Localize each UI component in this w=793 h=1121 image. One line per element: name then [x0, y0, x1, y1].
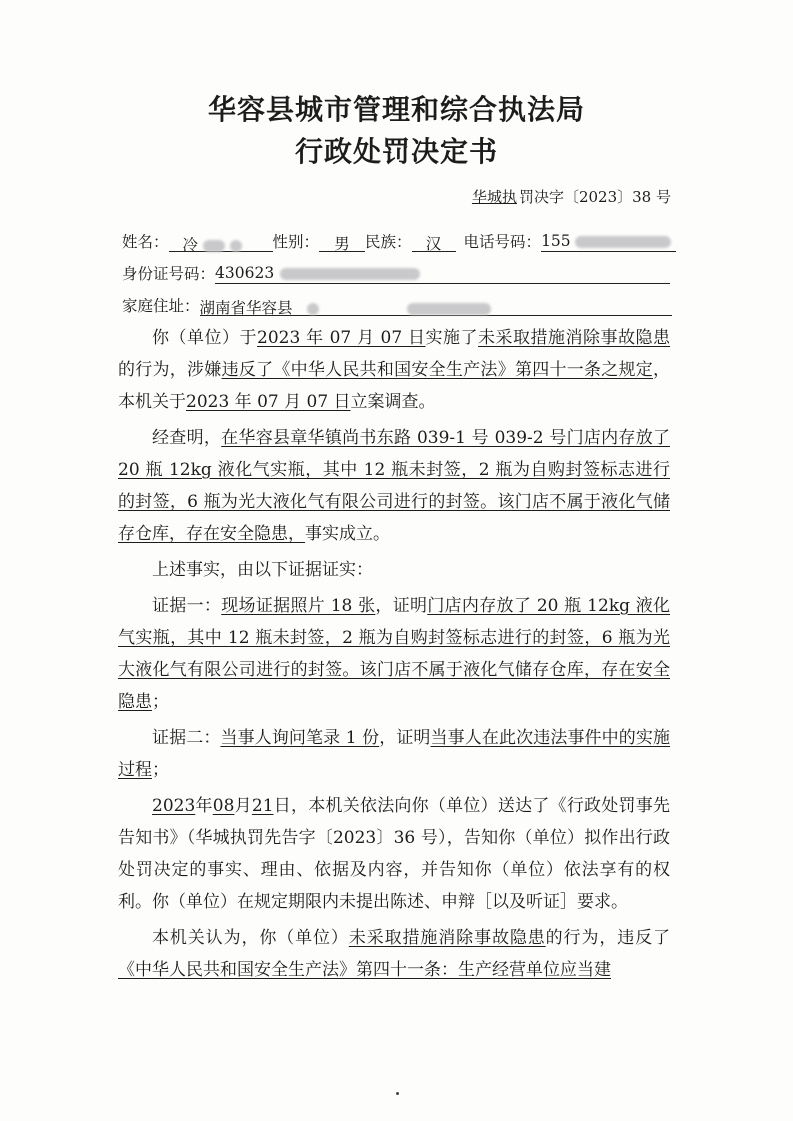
id-value: 430623 — [215, 264, 275, 282]
address-label: 家庭住址： — [122, 297, 200, 315]
determination-law: 《中华人民共和国安全生产法》第四十一条：生产经营单位应当建 — [118, 960, 611, 980]
doc-number-prefix: 华城执 — [471, 188, 517, 206]
evidence-two-item: 当事人询问笔录 1 份 — [220, 728, 380, 748]
notice-month: 08 — [212, 796, 235, 816]
redaction-mark — [575, 236, 671, 248]
paragraph-determination: 本机关认为，你（单位）未采取措施消除事故隐患的行为，违反了《中华人民共和国安全生产法》第四十一条：生产经营单位应当建 — [118, 928, 671, 980]
document-number — [470, 186, 671, 207]
filing-date: 2023 年 07 月 07 日 — [186, 392, 351, 412]
illegal-act: 未采取措施消除事故隐患 — [478, 328, 671, 348]
name-field — [169, 233, 273, 252]
address-field — [200, 296, 672, 316]
evidence-one-proves: 门店内存放了 20 瓶 12kg 液化气实瓶，其中 12 瓶未封签，2 瓶为自购封签标志进行的封签，6 瓶为光大液化气有限公司进行的封签。该门店不属于液化气储存仓库，存在安全隐患 — [118, 596, 671, 712]
scan-speck — [396, 1092, 399, 1095]
party-info-row — [122, 230, 676, 252]
redaction-mark — [203, 240, 225, 252]
phone-field — [541, 232, 676, 252]
document-body — [118, 322, 670, 986]
id-field — [215, 264, 670, 284]
name-label: 姓名： — [122, 233, 169, 251]
redaction-mark — [280, 268, 420, 280]
id-label: 身份证号码： — [122, 265, 216, 283]
name-value: 冷 — [182, 236, 199, 254]
determination-act: 未采取措施消除事故隐患 — [348, 928, 546, 948]
paragraph-evidence-two: 证据二：当事人询问笔录 1 份，证明当事人在此次违法事件中的实施过程； — [118, 728, 671, 780]
incident-date: 2023 年 07 月 07 日 — [257, 328, 426, 348]
paragraph-case-filing: 你（单位）于2023 年 07 月 07 日实施了未采取措施消除事故隐患的行为，涉嫌违反了《中华人民共和国安全生产法》第四十一条之规定，本机关于2023 年 07 月 07 日立案调查。 — [118, 328, 671, 412]
document-type-title: 行政处罚决定书 — [294, 135, 498, 168]
notice-day: 21 — [251, 796, 274, 816]
evidence-one-item: 现场证据照片 18 张 — [221, 596, 376, 616]
paragraph-evidence-one: 证据一：现场证据照片 18 张，证明门店内存放了 20 瓶 12kg 液化气实瓶，其中 12 瓶未封签，2 瓶为自购封签标志进行的封签，6 瓶为光大液化气有限公司进行的封签。该门店不属于液化气储存仓库，存在安全隐患； — [118, 596, 671, 712]
redaction-mark — [230, 240, 242, 252]
ethnicity-label: 民族： — [365, 233, 412, 251]
violated-law: 违反了《中华人民共和国安全生产法》第四十一条之规定 — [221, 360, 654, 380]
findings-text: 在华容县章华镇尚书东路 039-1 号 039-2 号门店内存放了 20 瓶 12kg 液化气实瓶，其中 12 瓶未封签，2 瓶为自购封签标志进行的封签，6 瓶为光大液化气有限公司进行的封签。该门店不属于液化气储存仓库，存在安全隐患， — [118, 428, 670, 544]
evidence-two-proves: 当事人在此次违法事件中的实施过程 — [118, 728, 671, 780]
redaction-mark — [307, 303, 319, 315]
doc-number-rest: 罚决字〔2023〕38 号 — [518, 188, 671, 206]
org-title: 华容县城市管理和综合执法局 — [207, 93, 585, 126]
phone-value: 155 — [541, 232, 571, 250]
paragraph-notification: 2023年08月21日，本机关依法向你（单位）送达了《行政处罚事先告知书》（华城执罚先告字〔2023〕36 号），告知你（单位）拟作出行政处罚决定的事实、理由、依据及内容，并告知你（单位）依法享有的权利。你（单位）在规定期限内未提出陈述、申辩［以及听证］要求。 — [118, 796, 671, 912]
paragraph-findings: 经查明，在华容县章华镇尚书东路 039-1 号 039-2 号门店内存放了 20 瓶 12kg 液化气实瓶，其中 12 瓶未封签，2 瓶为自购封签标志进行的封签，6 瓶为光大液化气有限公司进行的封签。该门店不属于液化气储存仓库，存在安全隐患，事实成立。 — [118, 428, 670, 544]
redaction-mark — [407, 303, 491, 315]
notice-year: 2023 — [152, 796, 196, 816]
address-value: 湖南省华容县 — [199, 299, 293, 317]
address-row — [122, 294, 672, 316]
paragraph-evidence-intro: 上述事实，由以下证据证实： — [152, 560, 373, 580]
phone-label: 电话号码： — [463, 233, 542, 251]
ethnicity-value: 汉 — [412, 232, 456, 252]
gender-value: 男 — [319, 232, 365, 252]
id-row — [122, 262, 670, 284]
gender-label: 性别： — [272, 233, 320, 251]
